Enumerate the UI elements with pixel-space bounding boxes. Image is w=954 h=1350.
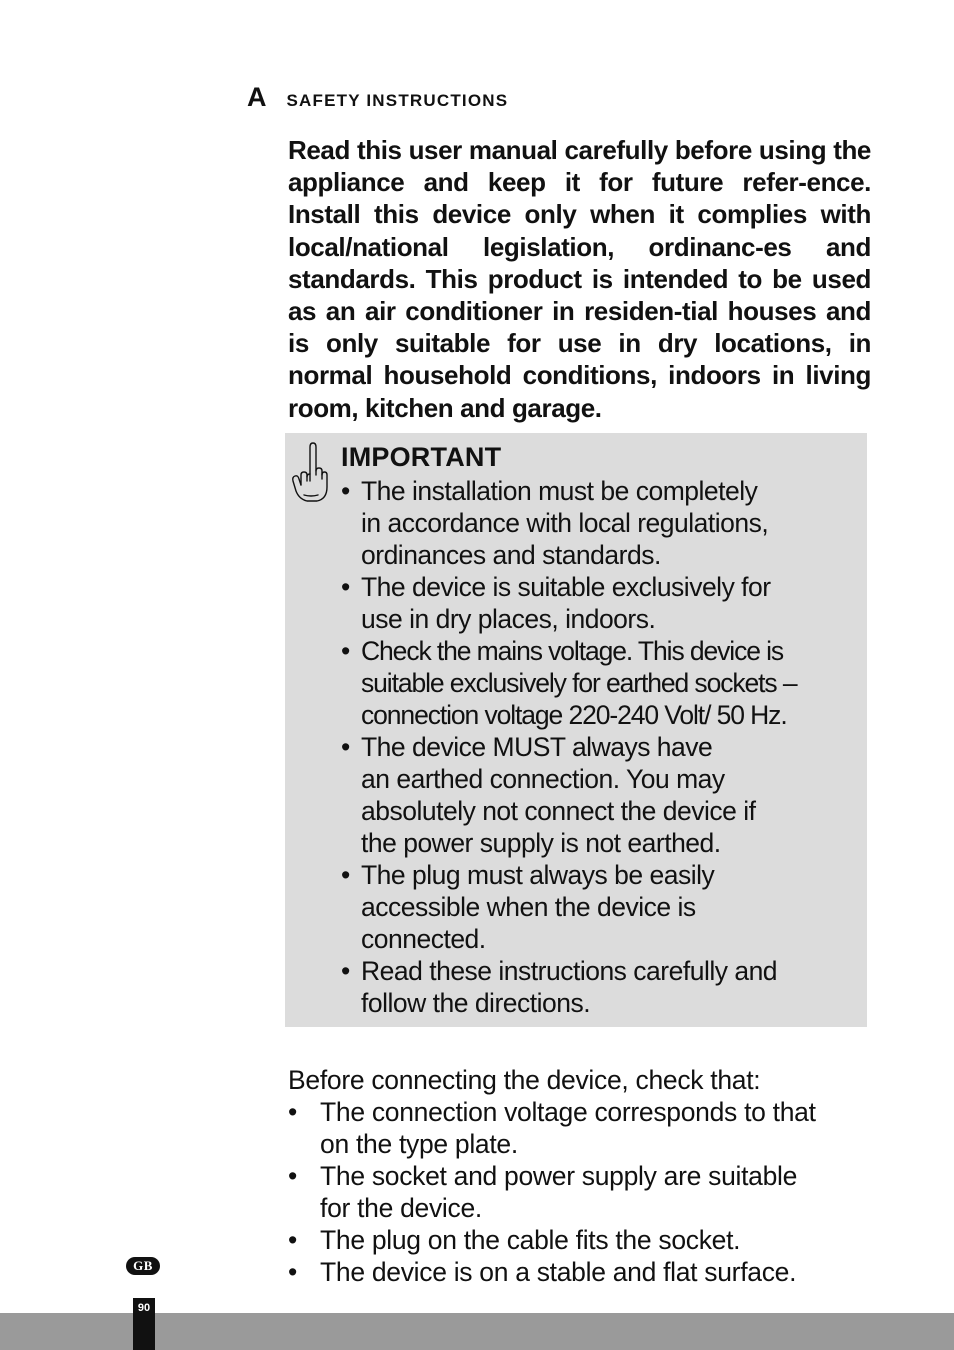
section-header: [247, 82, 508, 114]
check-list: [288, 1096, 874, 1288]
important-item: • The device MUST always have an earthed connection. You may absolutely not connect the device if the power supply is not earthed.: [341, 731, 861, 859]
important-notice-box: [285, 433, 867, 1027]
check-item: • The socket and power supply are suitable for the device.: [288, 1160, 874, 1224]
section-letter: A: [247, 82, 267, 112]
important-list: [341, 475, 861, 1019]
important-item: • Read these instructions carefully and follow the directions.: [341, 955, 861, 1019]
section-title: SAFETY INSTRUCTIONS: [286, 91, 509, 110]
important-item: • The plug must always be easily accessible when the device is connected.: [341, 859, 861, 955]
language-badge: GB: [126, 1257, 160, 1275]
important-item: • The installation must be completely in accordance with local regulations, ordinances and standards.: [341, 475, 861, 571]
check-item: • The device is on a stable and flat surface.: [288, 1256, 874, 1288]
page-number: 90: [133, 1298, 155, 1350]
check-intro: Before connecting the device, check that:: [288, 1065, 761, 1095]
important-item: • The device is suitable exclusively for use in dry places, indoors.: [341, 571, 861, 635]
check-item: • The plug on the cable fits the socket.: [288, 1224, 874, 1256]
important-item: • Check the mains voltage. This device is suitable exclusively for earthed sockets – connection voltage 220-240 Volt/ 50 Hz.: [341, 635, 861, 731]
check-item: • The connection voltage corresponds to that on the type plate.: [288, 1096, 874, 1160]
important-title: IMPORTANT: [341, 442, 502, 472]
pointing-hand-icon: [291, 441, 329, 505]
intro-paragraph: Read this user manual carefully before using the appliance and keep it for future refer-ence. Install this device only when it complies with local/national legislation, ordinanc-es and standards. This product is intended to be used as an air conditioner in residen-tial houses and is only suitable for use in dry locations, in normal household conditions, indoors in living room, kitchen and garage.: [288, 135, 871, 423]
